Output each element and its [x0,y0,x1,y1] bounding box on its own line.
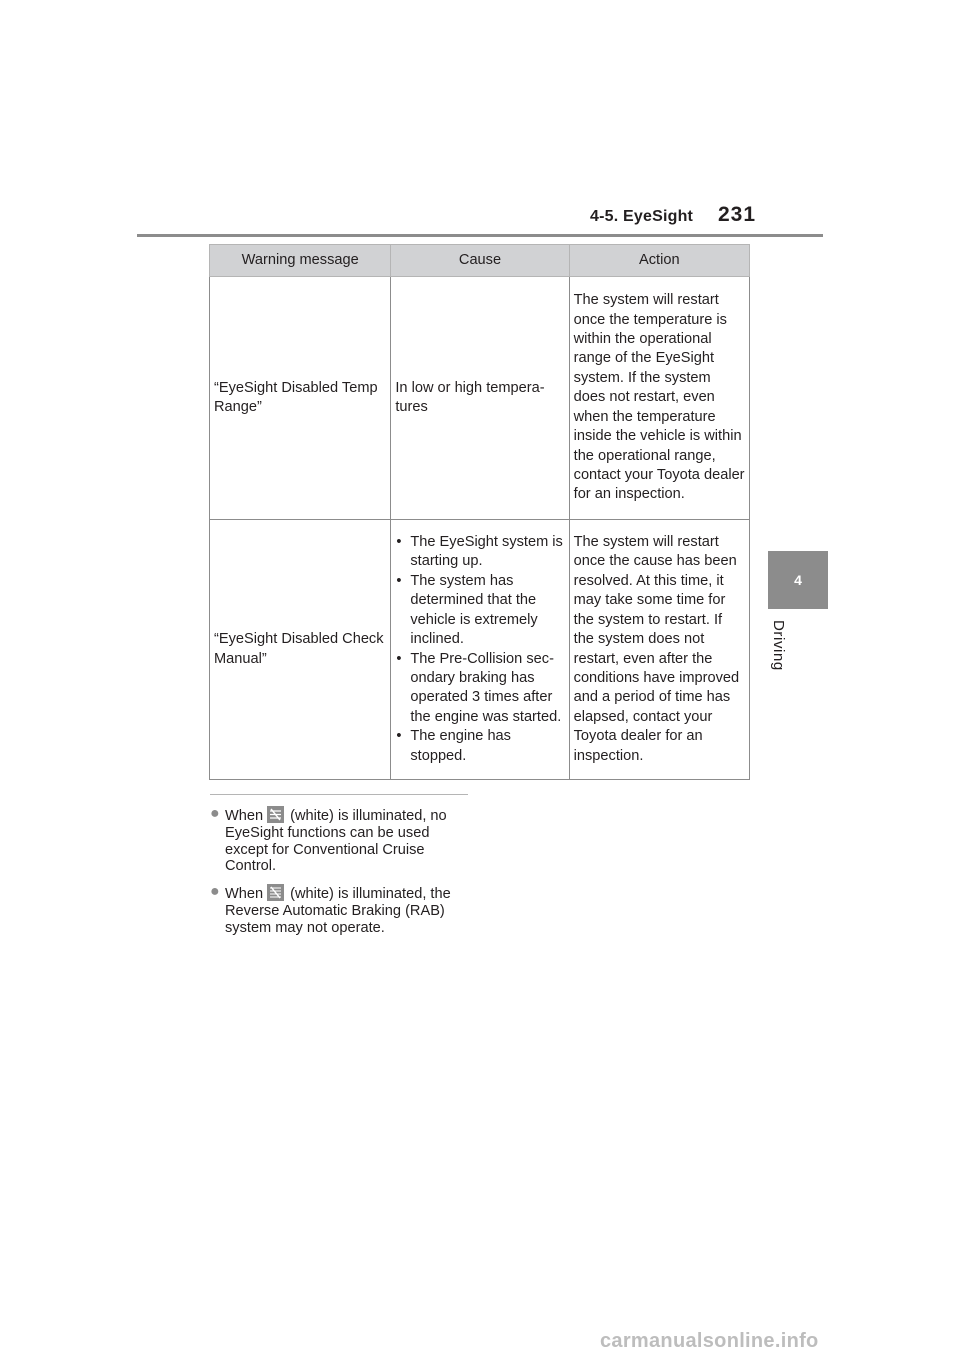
chapter-label: Driving [770,620,787,671]
table-row [210,520,750,780]
warning-message-cell: “EyeSight Disabled Check Manual” [210,520,391,780]
action-cell: The system will restart once the cause has been resolved. At this time, it may take some time for the system to restart. If the system does not restart, even after the conditions have improved and a period of time has elapsed, contact your Toyota dealer for an inspection. [569,520,749,780]
section-title: 4-5. EyeSight [590,208,694,225]
note-lead-text: When [225,886,264,902]
cause-text: The system has determined that the vehicle is extremely inclined. [410,572,538,648]
column-header-cause: Cause [391,245,569,277]
note-bullet-icon: ● [210,883,220,900]
chapter-tab[interactable] [768,551,828,609]
cause-cell: In low or high temperatures [391,277,569,520]
eyesight-off-indicator-icon [267,806,284,823]
list-item [395,650,565,728]
note-rab-off [210,884,470,936]
page-number: 231 [718,203,757,226]
list-item [395,727,565,766]
cause-text: The engine has stopped. [410,728,511,764]
list-item [395,572,565,650]
bullet-icon: • [396,572,402,589]
bullet-icon: • [396,728,402,745]
rab-off-indicator-icon [267,884,284,901]
column-header-action: Action [569,245,749,277]
cause-text: The Pre-Collision secondary braking has operated 3 times after the engine was started. [410,650,562,725]
table-header-row [210,245,750,277]
note-body-text: (white) is illuminated, no EyeSight functions can be used except for Conventional Cruise Control. [225,808,447,875]
warning-message-cell: “EyeSight Disabled Temp Range” [210,277,391,520]
note-lead-text: When [225,808,264,824]
bullet-icon: • [396,534,402,551]
notes-divider [210,794,468,795]
cause-list [395,533,565,766]
chapter-number: 4 [794,572,802,588]
watermark: carmanualsonline.info [600,1330,819,1352]
note-bullet-icon: ● [210,805,220,822]
warning-message-table [209,244,750,780]
cause-text: The EyeSight system is starting up. [410,534,563,570]
note-eyesight-off [210,806,470,875]
header-rule [137,234,823,237]
action-cell: The system will restart once the temperature is within the operational range of the EyeSight system. If the system does not restart, even when the temperature inside the vehicle is within the operational range, contact your Toyota dealer for an inspection. [569,277,749,520]
cause-cell [391,520,569,780]
list-item [395,533,565,572]
column-header-warning-message: Warning message [210,245,391,277]
table-row [210,277,750,520]
note-body-text: (white) is illuminated, the Reverse Automatic Braking (RAB) system may not operate. [225,886,451,936]
bullet-icon: • [396,650,402,667]
